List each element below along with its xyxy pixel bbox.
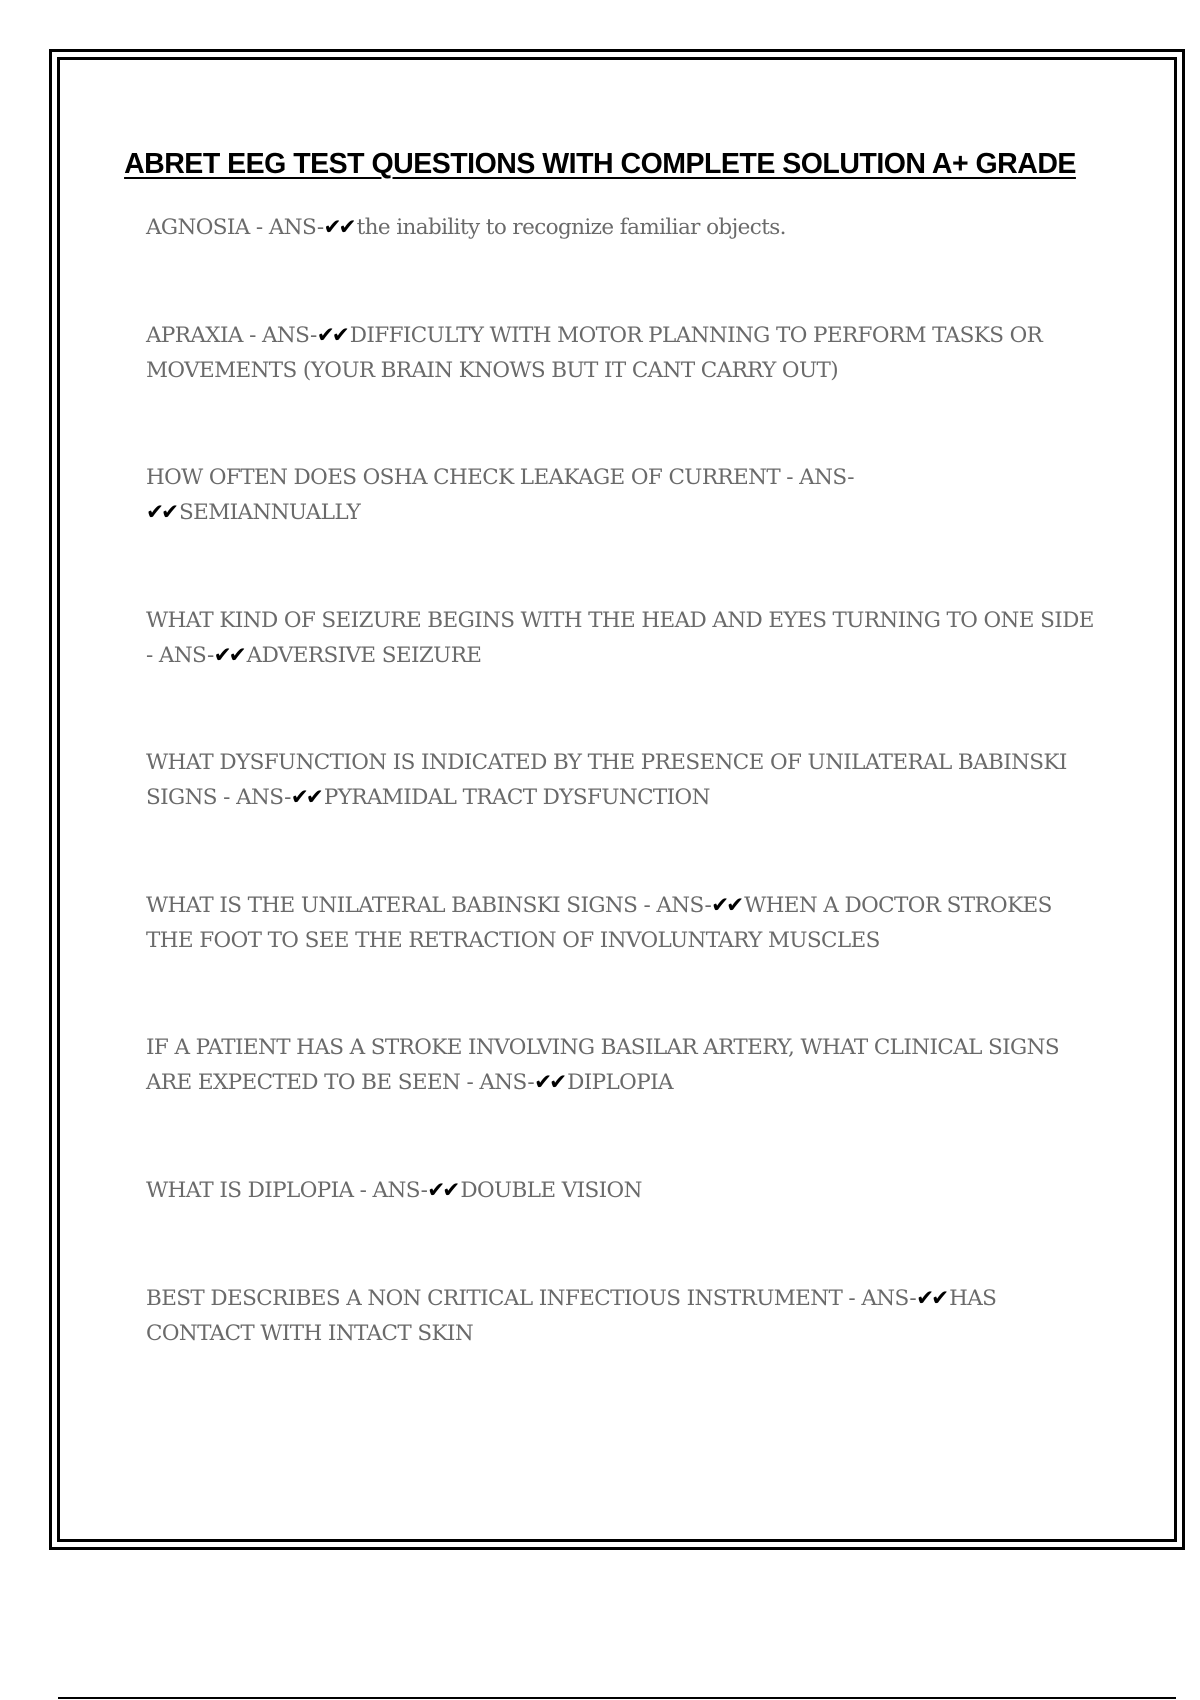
question-text: AGNOSIA - ANS- — [146, 215, 324, 240]
question-text: WHAT DYSFUNCTION IS INDICATED BY THE PRESENCE OF UNILATERAL BABINSKI SIGNS - ANS- — [146, 750, 1067, 810]
qa-item — [146, 460, 976, 530]
check-icon: ✔✔ — [323, 215, 354, 240]
question-text: APRAXIA - ANS- — [146, 323, 317, 348]
answer-text: PYRAMIDAL TRACT DYSFUNCTION — [323, 785, 710, 810]
check-icon: ✔✔ — [711, 893, 742, 918]
check-icon: ✔✔ — [427, 1178, 458, 1203]
answer-text: SEMIANNUALLY — [179, 500, 361, 525]
check-icon: ✔✔ — [213, 643, 244, 668]
footer-rule — [58, 1697, 1176, 1699]
question-text: WHAT IS DIPLOPIA - ANS- — [146, 1178, 428, 1203]
qa-item — [146, 1281, 1096, 1351]
answer-text: the inability to recognize familiar objects. — [356, 215, 786, 240]
qa-item — [146, 745, 1096, 815]
question-text: HOW OFTEN DOES OSHA CHECK LEAKAGE OF CURRENT - ANS- — [146, 465, 854, 490]
qa-item — [146, 1030, 1096, 1100]
check-icon: ✔✔ — [290, 785, 321, 810]
check-icon: ✔✔ — [146, 500, 177, 525]
qa-item — [146, 603, 1096, 673]
answer-text: DIPLOPIA — [567, 1070, 673, 1095]
qa-item — [146, 318, 1096, 388]
document-title: ABRET EEG TEST QUESTIONS WITH COMPLETE SOLUTION A+ GRADE — [124, 148, 1076, 180]
check-icon: ✔✔ — [534, 1070, 565, 1095]
qa-item — [146, 210, 1096, 245]
answer-text: DOUBLE VISION — [460, 1178, 642, 1203]
qa-item — [146, 888, 1096, 958]
check-icon: ✔✔ — [916, 1286, 947, 1311]
question-text: WHAT IS THE UNILATERAL BABINSKI SIGNS - ANS- — [146, 893, 712, 918]
question-text: IF A PATIENT HAS A STROKE INVOLVING BASILAR ARTERY, WHAT CLINICAL SIGNS ARE EXPECTED TO BE SEEN - ANS- — [146, 1035, 1059, 1095]
check-icon: ✔✔ — [316, 323, 347, 348]
question-text: BEST DESCRIBES A NON CRITICAL INFECTIOUS INSTRUMENT - ANS- — [146, 1286, 917, 1311]
answer-text: DIFFICULTY WITH MOTOR PLANNING TO PERFORM TASKS OR MOVEMENTS (YOUR BRAIN KNOWS BUT IT CANT CARRY OUT) — [146, 323, 1043, 383]
answer-text: WHEN A DOCTOR STROKES THE FOOT TO SEE THE RETRACTION OF INVOLUNTARY MUSCLES — [146, 893, 1052, 953]
qa-item — [146, 1173, 1096, 1208]
answer-text: ADVERSIVE SEIZURE — [246, 643, 482, 668]
answer-text: HAS CONTACT WITH INTACT SKIN — [146, 1286, 997, 1346]
question-text: WHAT KIND OF SEIZURE BEGINS WITH THE HEAD AND EYES TURNING TO ONE SIDE - ANS- — [146, 608, 1094, 668]
